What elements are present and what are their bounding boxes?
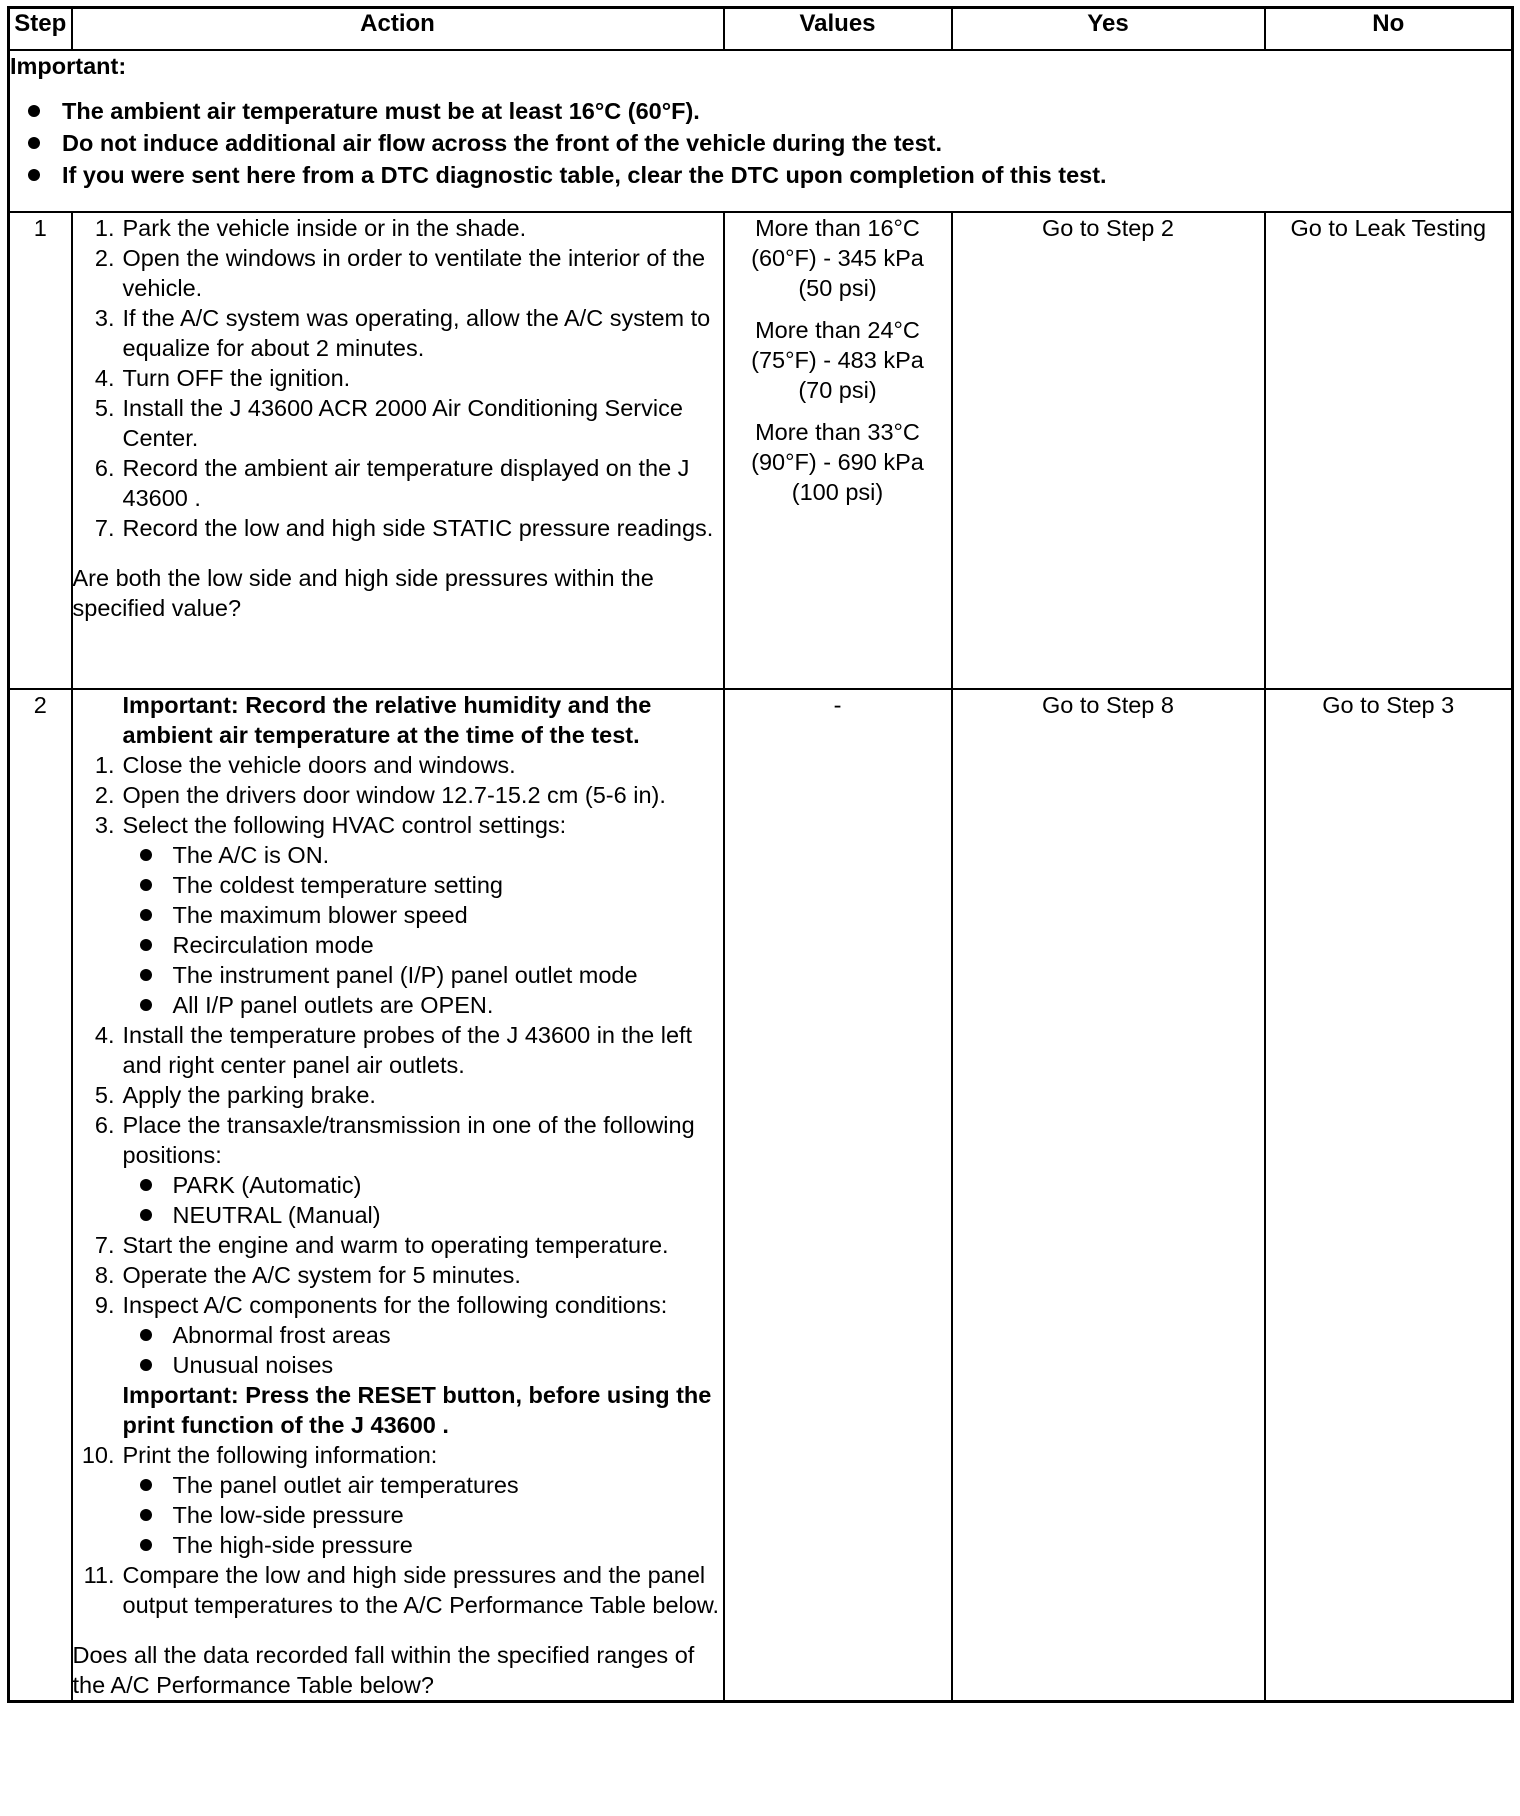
question-text: Are both the low side and high side pressures within the specified value? [72, 565, 654, 621]
action-text: Inspect A/C components for the following conditions: [122, 1292, 668, 1318]
value-line: (100 psi) [791, 479, 884, 505]
important-list [10, 95, 1511, 191]
action-item [73, 1230, 723, 1260]
action-item [73, 1080, 723, 1110]
action-number: 3. [94, 305, 115, 331]
action-text: Select the following HVAC control settings: [122, 812, 567, 838]
action-number: 7. [94, 1232, 115, 1258]
value-group [725, 213, 951, 303]
action-number: 1. [94, 215, 115, 241]
sub-item: The maximum blower speed [173, 900, 723, 930]
sub-list [123, 840, 723, 1020]
sub-item: The panel outlet air temperatures [173, 1470, 723, 1500]
action-number: 5. [94, 1082, 115, 1108]
step-row-2 [9, 689, 1513, 1702]
action-number: 7. [94, 515, 115, 541]
action-text: Close the vehicle doors and windows. [122, 752, 516, 778]
important-title: Important: [10, 53, 127, 79]
values-cell [724, 212, 952, 689]
sub-list [123, 1170, 723, 1230]
sub-item: The A/C is ON. [173, 840, 723, 870]
action-text: Compare the low and high side pressures and the panel output temperatures to the A/C Performance Table below. [122, 1562, 720, 1618]
action-number: 9. [94, 1292, 115, 1318]
header-yes: Yes [952, 8, 1265, 51]
action-item [73, 780, 723, 810]
step-row-1 [9, 212, 1513, 689]
value-line: (70 psi) [798, 377, 877, 403]
sub-item: The coldest temperature setting [173, 870, 723, 900]
header-action: Action [72, 8, 724, 51]
action-item [73, 1110, 723, 1230]
action-number: 2. [94, 245, 115, 271]
action-number: 4. [94, 1022, 115, 1048]
action-item [73, 1020, 723, 1080]
important-item: If you were sent here from a DTC diagnostic table, clear the DTC upon completion of this test. [62, 159, 1511, 191]
action-text: Turn OFF the ignition. [122, 365, 351, 391]
action-text: Start the engine and warm to operating temperature. [122, 1232, 669, 1258]
important-row [9, 50, 1513, 212]
header-step: Step [9, 8, 72, 51]
header-no: No [1265, 8, 1513, 51]
action-item [73, 1260, 723, 1290]
action-text: Open the drivers door window 12.7-15.2 cm (5-6 in). [122, 782, 666, 808]
diagnostic-table [7, 6, 1514, 1703]
sub-list [123, 1470, 723, 1560]
action-number: 5. [94, 395, 115, 421]
action-number: 1. [94, 752, 115, 778]
question-text: Does all the data recorded fall within the specified ranges of the A/C Performance Table below? [72, 1642, 695, 1698]
action-item [73, 1440, 723, 1560]
action-text: Park the vehicle inside or in the shade. [122, 215, 527, 241]
diagnostic-table-page [7, 6, 1511, 1808]
sub-item: NEUTRAL (Manual) [173, 1200, 723, 1230]
step-number: 1 [9, 212, 72, 689]
action-number: 2. [94, 782, 115, 808]
action-number: 4. [94, 365, 115, 391]
action-item [73, 213, 723, 243]
action-number: 10. [81, 1442, 115, 1468]
header-values: Values [724, 8, 952, 51]
action-text: Install the temperature probes of the J 43600 in the left and right center panel air outlets. [122, 1022, 693, 1078]
value-line: More than 33°C [755, 419, 920, 445]
action-item [73, 303, 723, 363]
action-text: Print the following information: [122, 1442, 438, 1468]
action-number: 11. [83, 1562, 115, 1588]
action-item [73, 453, 723, 513]
value-group [725, 315, 951, 405]
important-item: The ambient air temperature must be at least 16°C (60°F). [62, 95, 1511, 127]
action-item [73, 750, 723, 780]
important-note: Important: Record the relative humidity and the ambient air temperature at the time of the test. [122, 692, 652, 748]
action-text: Place the transaxle/transmission in one of the following positions: [122, 1112, 695, 1168]
sub-item: Unusual noises [173, 1350, 723, 1380]
important-cell [9, 50, 1513, 212]
value-line: More than 24°C [755, 317, 920, 343]
action-item [73, 1290, 723, 1380]
action-text: Open the windows in order to ventilate the interior of the vehicle. [122, 245, 706, 301]
sub-list [123, 1320, 723, 1380]
sub-item: The instrument panel (I/P) panel outlet mode [173, 960, 723, 990]
action-list [73, 213, 723, 543]
action-text: Install the J 43600 ACR 2000 Air Conditioning Service Center. [122, 395, 683, 451]
values-cell: - [724, 689, 952, 1702]
important-item: Do not induce additional air flow across the front of the vehicle during the test. [62, 127, 1511, 159]
important-note: Important: Press the RESET button, before using the print function of the J 43600 . [122, 1382, 712, 1438]
no-cell: Go to Leak Testing [1265, 212, 1513, 689]
no-cell: Go to Step 3 [1265, 689, 1513, 1702]
sub-item: The high-side pressure [173, 1530, 723, 1560]
action-list [73, 750, 723, 1380]
action-item [73, 1560, 723, 1620]
action-text: If the A/C system was operating, allow the A/C system to equalize for about 2 minutes. [122, 305, 711, 361]
action-item [73, 810, 723, 1020]
action-text: Record the low and high side STATIC pressure readings. [122, 515, 714, 541]
sub-item: The low-side pressure [173, 1500, 723, 1530]
sub-item: Recirculation mode [173, 930, 723, 960]
action-item [73, 363, 723, 393]
header-row [9, 8, 1513, 51]
action-number: 6. [94, 455, 115, 481]
action-number: 3. [94, 812, 115, 838]
sub-item: Abnormal frost areas [173, 1320, 723, 1350]
action-item [73, 513, 723, 543]
value-group [725, 417, 951, 507]
action-item [73, 393, 723, 453]
action-list [73, 1440, 723, 1620]
step-number: 2 [9, 689, 72, 1702]
sub-item: PARK (Automatic) [173, 1170, 723, 1200]
action-text: Operate the A/C system for 5 minutes. [122, 1262, 521, 1288]
value-line: (90°F) - 690 kPa [751, 449, 924, 475]
sub-item: All I/P panel outlets are OPEN. [173, 990, 723, 1020]
action-number: 6. [94, 1112, 115, 1138]
action-number: 8. [94, 1262, 115, 1288]
yes-cell: Go to Step 8 [952, 689, 1265, 1702]
value-line: (75°F) - 483 kPa [751, 347, 924, 373]
value-line: (60°F) - 345 kPa [751, 245, 924, 271]
value-line: (50 psi) [798, 275, 877, 301]
action-cell [72, 212, 724, 689]
yes-cell: Go to Step 2 [952, 212, 1265, 689]
value-line: More than 16°C [755, 215, 920, 241]
action-text: Record the ambient air temperature displayed on the J 43600 . [122, 455, 690, 511]
action-text: Apply the parking brake. [122, 1082, 376, 1108]
action-cell [72, 689, 724, 1702]
action-item [73, 243, 723, 303]
